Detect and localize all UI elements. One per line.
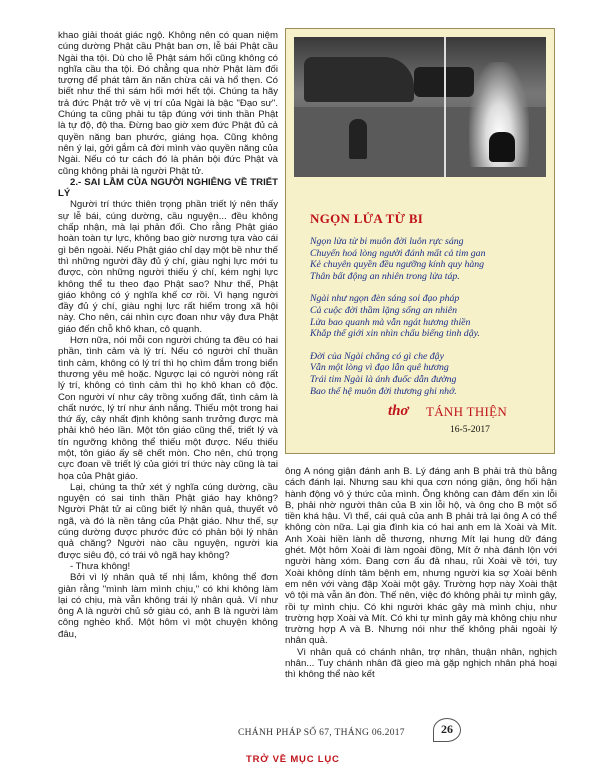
poem-line: Cả cuộc đời thầm lặng sống an nhiên <box>310 304 458 316</box>
poem-line: Trái tim Ngài là ánh đuốc dẫn đường <box>310 373 457 385</box>
poem-line: Kẻ chuyên quyền đều ngưỡng kính quy hàng <box>310 259 485 271</box>
photo-burning-monk <box>294 37 546 177</box>
poem-date: 16-5-2017 <box>450 424 490 435</box>
poem-stanza <box>310 293 550 339</box>
back-to-contents-link[interactable]: TRỞ VỀ MỤC LỤC <box>246 754 340 765</box>
paragraph: Lại, chúng ta thử xét ý nghĩa cúng dường, cầu nguyện có sai tinh thần Phật giáo hay không? Người Phật tử ai cũng biết lý nhân quả, thuyết vô ngã, và đó là nền tảng của Phật giáo. Như thế, sự cúng dường được phước đức có phản bội lý nhân quả chăng? Người nào cầu nguyện, người kia được siêu độ, có trái vô ngã hay không? <box>58 481 278 561</box>
poem-stanza <box>310 236 550 282</box>
paragraph: Bởi vì lý nhân quả tế nhị lắm, không thể đơn giản rằng "mình làm mình chịu," có khi không làm lại có chịu, mà vẫn không trái lý nhân quả. Ví như ông A là người chủ sở giàu có, anh B là người làm công nghèo khổ. Một hôm vì một chuyện không đâu, <box>58 572 278 640</box>
poem-stanza <box>310 351 550 397</box>
poem-author: TÁNH THIỆN <box>426 404 508 419</box>
poem-line: Ngọn lửa từ bi muôn đời luôn rực sáng <box>310 236 464 247</box>
poem-line: Ngài như ngọn đèn sáng soi đạo pháp <box>310 293 460 305</box>
footer-issue: CHÁNH PHÁP SỐ 67, THÁNG 06.2017 <box>238 728 405 738</box>
photo-divider <box>444 37 446 177</box>
poem-body <box>310 236 550 408</box>
photo-car <box>304 57 414 102</box>
paragraph: Người trí thức thiên trọng phần triết lý nên thấy sự lễ bái, cúng dường, cầu nguyện... đều không chấp nhận, mà lại phản đối. Cho rằng Phật giáo hoàn toàn tự lực, không bao giờ nương tựa vào cái gì bên ngoài. Nếu Phật giáo chỉ dạy một bề như thế thì những người đầy đủ ý chí, giàu nghị lực mới tu được, còn những người thiếu ý chí, kém nghị lực không thể tu theo đạo Phật sao? Như thế, Phật giáo không có ý nghĩa khế cơ rồi. Vì hạng người đầy đủ ý chí, giàu nghị lực rất hiếm trong xã hội này. Cho nên, cái nhìn cực đoan như vậy đưa Phật giáo đến chỗ khô khan, cô quạnh. <box>58 199 278 335</box>
section-heading: 2.- SAI LẦM CỦA NGƯỜI NGHIÊNG VỀ TRIẾT LÝ <box>58 176 278 200</box>
poem-box <box>285 28 555 454</box>
paragraph: Hơn nữa, nói mỗi con người chúng ta đều có hai phần, tình cảm và lý trí. Nếu có người chỉ thuần tình cảm, không có lý trí thì họ chìm đắm trong biển thương yêu mê hoặc. Ngược lại có người nòng rất lý trí, không có tình cảm thì họ khô khan cô độc. Con người ví như cây trồng xuống đất, tình cảm là chất nước, lý trí như ánh nắng. Thiếu một trong hai thứ ấy, cây nhất định không sanh trưởng được mà phải khô héo lần. Một tôn giáo cũng thế, triết lý và tín ngưỡng không thể thiếu một được. Nếu thiếu một, tôn giáo ấy sẽ chết mòn. Cho nên, chú trọng cực đoan về triết lý của giới trí thức này cũng là tai họa của Phật giáo. <box>58 335 278 482</box>
page-number: 26 <box>441 722 453 736</box>
right-text-column <box>285 466 557 736</box>
poem-title: NGỌN LỬA TỪ BI <box>310 211 424 226</box>
paragraph: Vì nhân quả có chánh nhân, trợ nhân, thuận nhân, nghịch nhân... Tuy chánh nhân đã gieo mà gặp nghịch nhân phá hoại thì không thể nào kết <box>285 646 557 681</box>
poem-line: Bao thế hệ muôn đời thương ghi nhớ. <box>310 385 457 397</box>
poem-line: Vẫn một lòng vì đạo lẫn quê hương <box>310 362 449 374</box>
poem-line: Thân bất động an nhiên trong lửa táp. <box>310 270 460 282</box>
poem-line: Khắp thế giới xin nhìn chấu biếng tinh dậy. <box>310 328 480 340</box>
page-number-badge <box>433 718 463 744</box>
poem-line: Đời của Ngài chẳng có gì che đậy <box>310 350 444 362</box>
left-text-column <box>58 30 278 734</box>
paragraph: khao giải thoát giác ngộ. Không nên có quan niệm cúng dường Phật cầu Phật ban ơn, lễ bái Phật cầu Ngài tha tội. Dù cho lễ Phật sám hối cũng không có nghĩa cầu tha tội. Đó chẳng qua nhờ Phật làm đối tượng để phát tâm ăn năn chừa cải và hổ thẹn. Có biết như thế thì sám hối mới hết tội. Chúng ta hãy trả đức Phật trở về vị trí của Ngài là bậc "Đạo sư". Chúng ta cũng phải tu tập đúng với tinh thần Phật là tự độ, độ tha. Đừng bao giờ xem đức Phật đủ cả quyền năng ban phước, giáng họa. Cũng không nên ý lại, gởi gắm cả đời mình vào quyền năng của Ngài. Nếu có tư cách đó là phản bội đức Phật và cũng không phải là người Phật tử. <box>58 30 278 177</box>
poem-line: Lửa bao quanh mà vẫn ngát hương thiền <box>310 316 471 328</box>
photo-person <box>349 119 367 159</box>
paragraph: - Thưa không! <box>70 560 131 572</box>
signature-mark: thơ <box>388 403 409 419</box>
poem-line: Chuyển hoá lòng người đánh mất cả tim gan <box>310 247 486 259</box>
photo-monk <box>489 132 515 162</box>
paragraph: ông A nóng giận đánh anh B. Lý đáng anh B phải trả thù bằng cách đánh lại. Nhưng sau khi qua cơn nóng giận, ông hối hận hành động vô ý thức của mình. Ông không can đảm đến xin lỗi B, phải nhờ người thân của B xin lỗi hộ, và ông cho B một số tiền khá hậu. Vì thế, cái quả của anh B phải trả lại ông A có thể không còn nữa. Lại gia đình kia có hai anh em là Xoài và Mít. Anh Xoài hiền lành dễ thương, nhưng Mít lại hung dữ đáng ghét. Một hôm Xoài đi làm ngoài đồng, Mít ở nhà đánh lộn với người hàng xóm. Đang cơn ẩu đả nhau, rủi Xoài về tới, tuy Xoài không dính tâm bệnh em, nhưng người kia sợ Xoài bênh em nên với vàng đập Xoài một gậy. Trường hợp này Xoài thật vô tội mà vẫn ăn đòn. Thế nên, việc đó không phải tự mình gây, rồi tự mình chịu. Có khi người khác gây mà mình chịu, như trường hợp Xoài và Mít. Có khi tự mình gây mà không chịu như trường hợp A và B. Nhưng nói như thế không phải ngoài lý nhân quả. <box>285 466 557 647</box>
